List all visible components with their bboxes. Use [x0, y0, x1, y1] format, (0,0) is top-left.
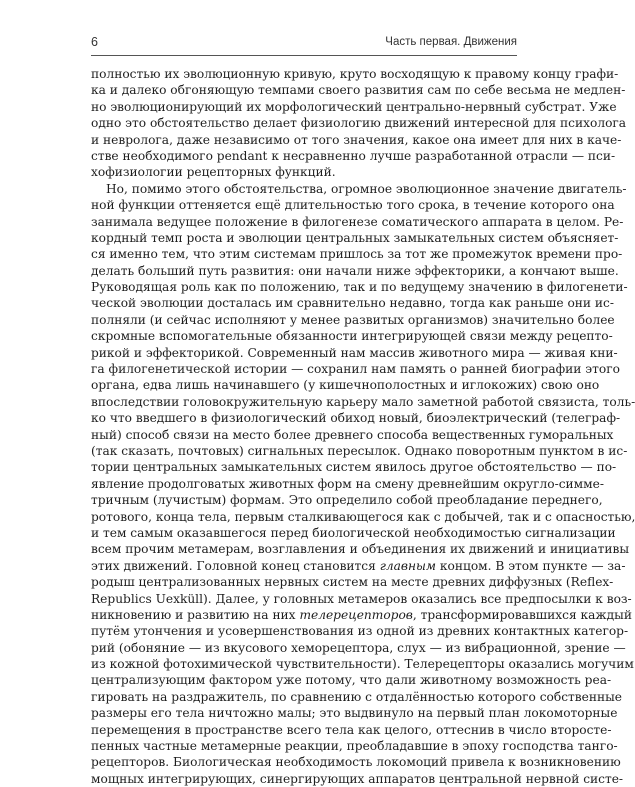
text-line: га филогенетической истории — сохранил нам память о ранней биографии этого: [91, 362, 620, 377]
text-line: ся именно тем, что этим системам пришлось за тот же промежуток времени про-: [91, 247, 623, 262]
text-line: стве необходимого pendant к несравненно лучше разработанной отрасли — пси-: [91, 148, 616, 163]
text-line: и тем самым оказавшегося перед биологической необходимостью сигнализации: [91, 525, 616, 540]
text-line: ный) способ связи на место более древнего способа вещественных гуморальных: [91, 427, 614, 442]
text-line: путём утончения и усовершенствования из одной из древних контактных категор-: [91, 624, 629, 639]
header-rule: [91, 55, 517, 56]
text-line: из кожной фотохимической чувствительности). Телерецепторы оказались могучим: [91, 657, 634, 672]
text-line: впоследствии головокружительную карьеру мало заметной работой связиста, толь-: [91, 394, 635, 409]
text-line: централизующим фактором уже потому, что дали животному возможность реа-: [91, 673, 612, 688]
body-text: [91, 66, 635, 787]
text-line: ротового, конца тела, первым сталкивающегося как с добычей, так и с опасностью,: [91, 509, 635, 524]
text-line: но эволюционирующий их морфологический центрально-нервный субстрат. Уже: [91, 99, 617, 114]
text-line: гировать на раздражитель, по сравнению с отдалённостью которого собственные: [91, 689, 622, 704]
text-line: родыш централизованных нервных систем на месте древних диффузных (Reflex-: [91, 575, 614, 590]
text-line: и невролога, даже независимо от того значения, какое она имеет для них в каче-: [91, 132, 622, 147]
text-line: этих движений. Головной конец становится главным концом. В этом пункте — за-: [91, 558, 626, 573]
text-line: перемещения в пространстве всего тела как целого, оттеснив в число второсте-: [91, 722, 612, 737]
text-line: одно это обстоятельство делает физиологию движений интересной для психолога: [91, 116, 627, 131]
text-line: мощных интегрирующих, синергирующих аппаратов центральной нервной систе-: [91, 771, 624, 786]
text-line: ка и далеко обгоняющую темпами своего развития сам по себе весьма не медлен-: [91, 83, 626, 98]
text-line: занимала ведущее положение в филогенезе соматического аппарата в целом. Ре-: [91, 214, 624, 229]
text-line: пенных частные метамерные реакции, преобладавшие в эпоху господства танго-: [91, 739, 618, 754]
text-line: полностью их эволюционную кривую, круто восходящую к правому концу графи-: [91, 67, 619, 81]
text-line: всем прочим метамерам, возглавления и объединения их движений и инициативы: [91, 542, 630, 557]
text-line: размеры его тела ничтожно малы; это выдвинуло на первый план локомоторные: [91, 706, 618, 721]
text-line: рецепторов. Биологическая необходимость локомоций привела к возникновению: [91, 755, 621, 770]
running-title: Часть первая. Движения: [385, 36, 517, 48]
text-line: Но, помимо этого обстоятельства, огромное эволюционное значение двигатель-: [106, 181, 627, 196]
text-line: Republics Uexküll). Далее, у головных метамеров оказались все предпосылки к воз-: [91, 591, 632, 606]
text-line: ческой эволюции досталась им сравнительно недавно, тогда как раньше они ис-: [91, 296, 614, 311]
text-line: кордный темп роста и эволюции центральных замыкательных систем объясняет-: [91, 230, 619, 245]
text-line: органа, едва лишь начинавшего (у кишечнополостных и иглокожих) свою оно: [91, 378, 600, 393]
text-line: рикой и эффекторикой. Современный нам массив животного мира — живая кни-: [91, 345, 618, 360]
text-line: Руководящая роль как по положению, так и по ведущему значению в филогенети-: [91, 280, 628, 295]
text-line: полняли (и сейчас исполняют у менее развитых организмов) значительно более: [91, 312, 615, 327]
text-line: тории центральных замыкательных систем явилось другое обстоятельство — по-: [91, 460, 617, 475]
text-line: тричным (лучистым) формам. Это определило собой преобладание переднего,: [91, 493, 603, 508]
text-line: никновению и развитию на них телерецепторов, трансформировавшихся каждый: [91, 607, 632, 622]
text-line: явление продолговатых животных форм на смену древнейшим округло-симме-: [91, 476, 604, 491]
text-line: скромные вспомогательные обязанности интегрирующей связи между рецепто-: [91, 329, 613, 344]
page-header: [91, 35, 517, 55]
text-line: ной функции оттеняется ещё длительностью того срока, в течение которого она: [91, 198, 615, 213]
page-number: 6: [91, 35, 98, 49]
text-line: делать больший путь развития: они начали ниже эффекторики, а кончают выше.: [91, 263, 619, 278]
text-line: хофизиологии рецепторных функций.: [91, 165, 336, 180]
text-line: ко что введшего в физиологический обиход новый, биоэлектрический (телеграф-: [91, 411, 621, 426]
text-line: рий (обоняние — из вкусового хеморецептора, слух — из вибрационной, зрение —: [91, 640, 626, 655]
text-line: (так сказать, почтовых) сигнальных пересылок. Однако поворотным пунктом в ис-: [91, 443, 628, 458]
